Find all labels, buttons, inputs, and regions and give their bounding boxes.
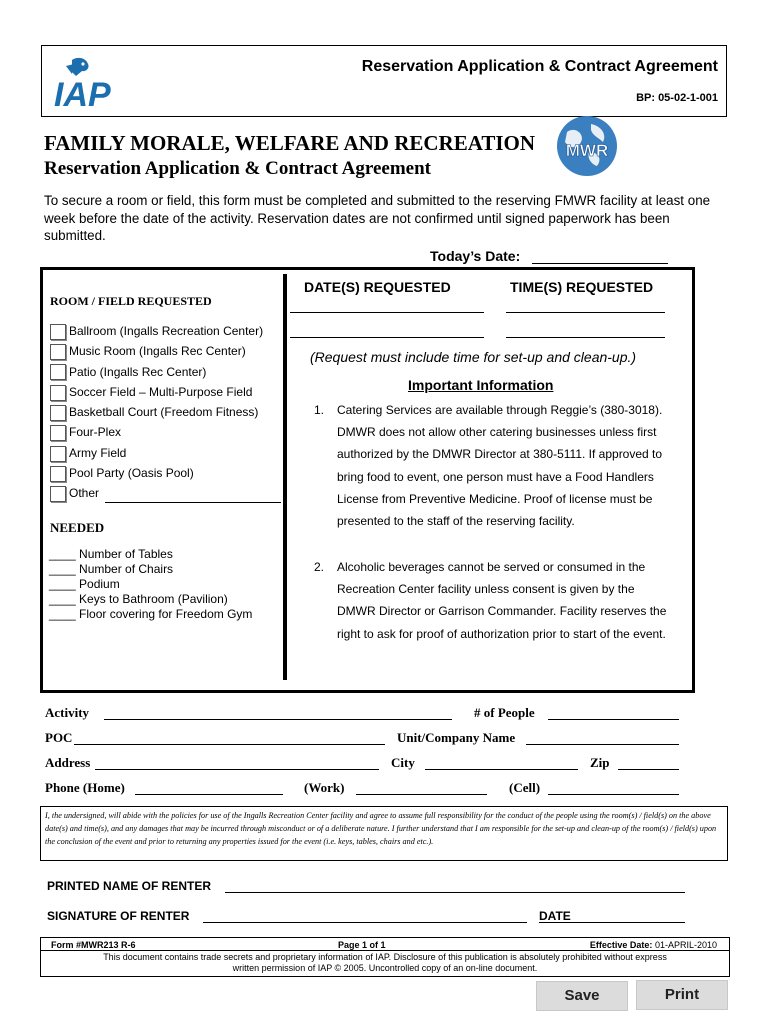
other-room-field[interactable] bbox=[105, 490, 281, 503]
dates-requested-heading: DATE(S) REQUESTED bbox=[304, 279, 451, 295]
info-item-alcohol bbox=[337, 556, 687, 645]
info-line: authorized by the DMWR Director at 380-5111. If approved to bbox=[337, 447, 663, 462]
iap-logo bbox=[52, 54, 124, 115]
room-label: Ballroom (Ingalls Recreation Center) bbox=[69, 324, 264, 338]
room-label: Basketball Court (Freedom Fitness) bbox=[69, 405, 259, 420]
checkbox[interactable] bbox=[50, 486, 66, 502]
save-button[interactable]: Save bbox=[536, 981, 628, 1011]
room-label: Patio (Ingalls Rec Center) bbox=[69, 364, 207, 379]
info-line: DMWR Director or Garrison Commander. Facility reserves the bbox=[337, 604, 667, 619]
info-line: right to ask for proof of authorization prior to start of the event. bbox=[337, 626, 666, 641]
time-field-2[interactable] bbox=[506, 337, 665, 338]
checkbox[interactable] bbox=[50, 425, 66, 441]
footer-disclaimer-line-2: written permission of IAP © 2005. Uncontrolled copy of an on-line document. bbox=[232, 963, 538, 973]
people-label: # of People bbox=[474, 705, 535, 720]
room-option-patio[interactable] bbox=[50, 362, 281, 382]
checkbox[interactable] bbox=[50, 405, 66, 421]
printed-name-label: PRINTED NAME OF RENTER bbox=[47, 879, 212, 893]
needed-list bbox=[49, 547, 252, 622]
room-option-basketball-court[interactable] bbox=[50, 402, 281, 422]
city-label: City bbox=[391, 755, 415, 770]
todays-date-row bbox=[430, 248, 668, 264]
unit-label: Unit/Company Name bbox=[397, 730, 516, 745]
info-line: bring food to event, one person must have a Food Handlers bbox=[337, 469, 654, 484]
room-option-pool-party[interactable] bbox=[50, 463, 281, 483]
needed-item-keys[interactable]: ____ Keys to Bathroom (Pavilion) bbox=[49, 592, 228, 606]
header-box bbox=[41, 45, 727, 117]
print-button[interactable]: Print bbox=[636, 980, 728, 1010]
room-list bbox=[50, 321, 281, 504]
footer-divider bbox=[41, 950, 729, 951]
iap-logo-text: IAP bbox=[54, 76, 111, 110]
header-title: Reservation Application & Contract Agreement bbox=[361, 58, 718, 75]
info-number-1: 1. bbox=[314, 403, 325, 417]
intro-text: To secure a room or field, this form must be completed and submitted to the reserving FMWR facility at least one week before the date of the activity. Reservation dates are not confirmed until signed paperwork has been submitted. bbox=[44, 193, 711, 243]
poc-field[interactable] bbox=[74, 744, 385, 745]
checkbox[interactable] bbox=[50, 466, 66, 482]
room-option-army-field[interactable] bbox=[50, 443, 281, 463]
column-divider bbox=[283, 274, 287, 680]
org-title: FAMILY MORALE, WELFARE AND RECREATION bbox=[44, 131, 536, 155]
cell-label: (Cell) bbox=[509, 780, 541, 795]
checkbox[interactable] bbox=[50, 446, 66, 462]
room-option-ballroom[interactable] bbox=[50, 321, 281, 341]
city-field[interactable] bbox=[425, 769, 578, 770]
info-number-2: 2. bbox=[314, 560, 325, 574]
activity-label: Activity bbox=[45, 705, 90, 720]
room-option-music-room[interactable] bbox=[50, 341, 281, 361]
people-field[interactable] bbox=[548, 719, 679, 720]
phone-home-field[interactable] bbox=[135, 794, 283, 795]
todays-date-field[interactable] bbox=[532, 263, 668, 264]
signature-field[interactable] bbox=[203, 922, 527, 923]
date-field-2[interactable] bbox=[290, 337, 484, 338]
activity-field[interactable] bbox=[104, 719, 452, 720]
page-number: Page 1 of 1 bbox=[338, 940, 386, 950]
info-line: License from Preventive Medicine. Proof of license must be bbox=[337, 491, 653, 506]
zip-label: Zip bbox=[590, 755, 610, 770]
needed-item-podium[interactable]: ____ Podium bbox=[49, 577, 120, 591]
bp-number: BP: 05-02-1-001 bbox=[636, 92, 718, 104]
effective-date bbox=[590, 940, 717, 950]
room-heading: ROOM / FIELD REQUESTED bbox=[50, 294, 212, 308]
effective-date-value: 01-APRIL-2010 bbox=[654, 940, 717, 950]
room-label: Soccer Field – Multi-Purpose Field bbox=[69, 384, 253, 399]
room-label: Four-Plex bbox=[69, 425, 122, 440]
checkbox[interactable] bbox=[50, 324, 66, 340]
time-field-1[interactable] bbox=[506, 312, 665, 313]
phone-work-field[interactable] bbox=[356, 794, 487, 795]
needed-item-tables[interactable]: ____ Number of Tables bbox=[49, 547, 173, 561]
mwr-logo bbox=[545, 112, 629, 193]
info-line: presented to the staff of the reserving facility. bbox=[337, 514, 575, 529]
info-line: DMWR does not allow other catering businesses unless first bbox=[337, 425, 657, 440]
signature-label: SIGNATURE OF RENTER bbox=[47, 909, 190, 923]
poc-label: POC bbox=[45, 730, 73, 745]
checkbox[interactable] bbox=[50, 385, 66, 401]
effective-date-label: Effective Date: bbox=[589, 940, 653, 950]
room-label: Music Room (Ingalls Rec Center) bbox=[69, 344, 246, 359]
printed-name-field[interactable] bbox=[225, 892, 685, 893]
unit-field[interactable] bbox=[526, 744, 679, 745]
date-field-1[interactable] bbox=[290, 312, 484, 313]
todays-date-label: Today’s Date: bbox=[430, 248, 521, 264]
liability-statement: I, the undersigned, will abide with the policies for use of the Ingalls Recreation Center facility and agree to assume full responsibility for the conduct of the people using the room(s) / field(s) on the above date(s) and time(s), and any damages that may be incurred through misconduct or of a deliberate nature. I further understand that I am responsible for the set-up and clean-up of the room(s) / field(s) upon the conclusion of the event and prior to returning any properties issued for the event (i.e. keys, tables, chairs and etc.). bbox=[40, 806, 728, 861]
needed-item-chairs[interactable]: ____ Number of Chairs bbox=[49, 562, 174, 576]
address-field[interactable] bbox=[95, 769, 379, 770]
info-line: Recreation Center facility unless consent is given by the bbox=[337, 582, 635, 597]
date-label: DATE bbox=[539, 909, 571, 923]
zip-field[interactable] bbox=[618, 769, 679, 770]
form-title: Reservation Application & Contract Agreement bbox=[44, 158, 431, 179]
checkbox[interactable] bbox=[50, 364, 66, 380]
info-line: Catering Services are available through Reggie’s (380-3018). bbox=[337, 403, 663, 417]
checkbox[interactable] bbox=[50, 344, 66, 360]
phone-home-label: Phone (Home) bbox=[45, 780, 125, 795]
info-line: Alcoholic beverages cannot be served or consumed in the bbox=[337, 560, 646, 574]
room-label: Other bbox=[69, 486, 100, 501]
room-option-soccer-field[interactable] bbox=[50, 382, 281, 402]
room-option-other[interactable] bbox=[50, 483, 281, 503]
times-requested-heading: TIME(S) REQUESTED bbox=[510, 279, 654, 295]
needed-heading: NEEDED bbox=[50, 520, 105, 535]
needed-item-floor-covering[interactable]: ____ Floor covering for Freedom Gym bbox=[49, 607, 253, 621]
form-number: Form #MWR213 R-6 bbox=[51, 940, 136, 950]
info-item-catering bbox=[337, 399, 682, 532]
work-label: (Work) bbox=[304, 780, 345, 795]
request-note: (Request must include time for set-up and clean-up.) bbox=[310, 349, 637, 365]
phone-cell-field[interactable] bbox=[548, 794, 679, 795]
room-label: Army Field bbox=[69, 445, 127, 460]
footer-box bbox=[40, 937, 730, 977]
mwr-logo-text: MWR bbox=[565, 141, 609, 160]
room-label: Pool Party (Oasis Pool) bbox=[69, 466, 194, 481]
important-info-heading: Important Information bbox=[408, 377, 554, 393]
room-option-four-plex[interactable] bbox=[50, 422, 281, 442]
address-label: Address bbox=[45, 755, 91, 770]
footer-disclaimer-line-1: This document contains trade secrets and proprietary information of IAP. Disclosure of this publication is absolutely prohibited without express bbox=[103, 952, 667, 962]
date-field[interactable] bbox=[539, 922, 685, 923]
